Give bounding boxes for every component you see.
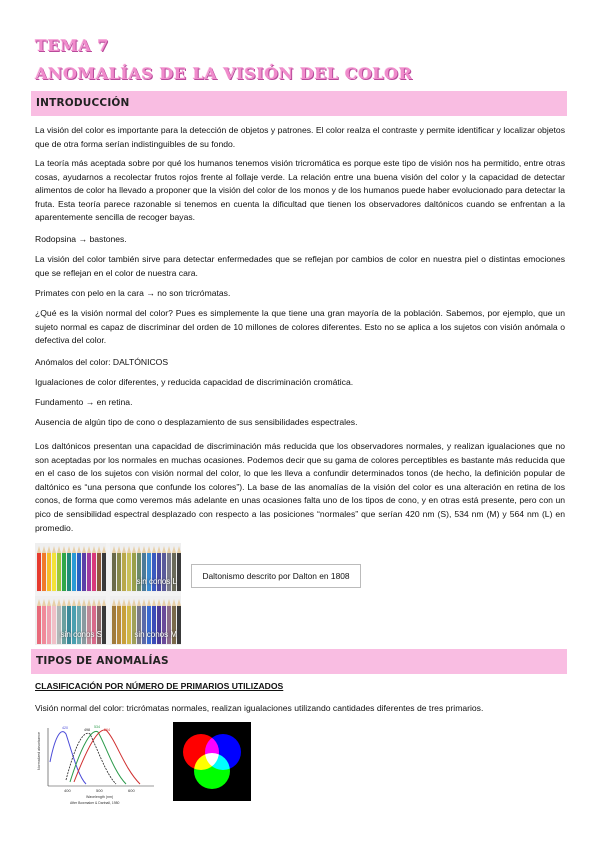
paragraph-6: ¿Qué es la visión normal del color? Pues es simplemente la que tiene una gran mayoría de la población. Sabemos, por ejemplo, que un sujeto normal es capaz de discriminar del orden de 10 millones de colores diferentes. Esto no se aplica a los sujetos con visión anómala o defectiva del color.: [35, 308, 565, 346]
graph-peak-498: 498: [84, 728, 90, 732]
page-title: ANOMALÍAS DE LA VISIÓN DEL COLOR: [35, 64, 413, 83]
cone-absorbance-graph: [36, 722, 156, 812]
colored-pencils-image: [35, 543, 181, 645]
pencils-no-m: [110, 596, 181, 645]
graph-ylabel: Normalized absorbance: [37, 732, 41, 770]
pencil: [127, 553, 131, 591]
section-intro-header: [31, 91, 567, 116]
paragraph-1: La visión del color es importante para la detección de objetos y patrones. El color realza el contraste y permite identificar y localizar objetos que de otra forma serían indistinguibles de su fondo.: [35, 125, 565, 149]
pencil: [57, 553, 61, 591]
pencil: [122, 553, 126, 591]
graph-peak-420: 420: [62, 726, 68, 730]
graph-xlabel: Wavelength (nm): [86, 795, 114, 799]
pencils-label-m: sin conos M: [134, 630, 177, 639]
paragraph-2: La teoría más aceptada sobre por qué los humanos tenemos visión tricromática es porque este tipo de visión nos ha permitido, entre otras cosas, ayudarnos a recolectar frutos rojos frente al follaje verde. La relación entre una buena visión del color y la capacidad de detectar alimentos de color ha llevado a proponer que la visión del color de los monos y de los humanos puede haber evolucionado para detectar la fruta. Esta teoría parece razonable si tenemos en cuenta la dificultad que tienen los observadores daltónicos cuando se enfrentan a la aparentemente sencilla de recoger bayas.: [35, 158, 565, 223]
pencil: [112, 606, 116, 644]
graph-tick-500: 500: [96, 788, 103, 793]
graph-peak-564: 564: [104, 728, 110, 732]
paragraph-8: Igualaciones de color diferentes, y reducida capacidad de discriminación cromática.: [35, 377, 354, 387]
pencils-label-s: sin conos S: [60, 630, 102, 639]
pencil: [42, 553, 46, 591]
paragraph-5: Primates con pelo en la cara → no son tricrómatas.: [35, 288, 231, 298]
pencils-no-l: [110, 543, 181, 592]
pencil: [42, 606, 46, 644]
classification-subtitle: CLASIFICACIÓN POR NÚMERO DE PRIMARIOS UTILIZADOS: [35, 681, 284, 691]
pencils-no-s: [35, 596, 106, 645]
pencil: [77, 553, 81, 591]
pencil: [112, 553, 116, 591]
paragraph-3: Rodopsina → bastones.: [35, 234, 127, 244]
dalton-caption: Daltonismo descrito por Dalton en 1808: [191, 564, 361, 588]
additive-color-diagram: [173, 722, 251, 801]
pencil: [52, 606, 56, 644]
paragraph-10: Ausencia de algún tipo de cono o desplazamiento de sus sensibilidades espectrales.: [35, 417, 358, 427]
pencil: [97, 553, 101, 591]
tema-title: TEMA 7: [35, 36, 109, 55]
pencil: [122, 606, 126, 644]
pencil: [117, 606, 121, 644]
section-tipos-header: [31, 649, 567, 674]
pencils-normal-icon: [35, 543, 106, 592]
pencil: [82, 553, 86, 591]
pencil: [87, 553, 91, 591]
paragraph-4: La visión del color también sirve para detectar enfermedades que se reflejan por cambios de color en nuestra piel o distintas emociones que se reflejan en el color de nuestra cara.: [35, 254, 565, 278]
pencil: [52, 553, 56, 591]
paragraph-9: Fundamento → en retina.: [35, 397, 133, 407]
pencils-label-l: sin conos L: [136, 577, 177, 586]
pencil: [132, 553, 136, 591]
graph-tick-400: 400: [64, 788, 71, 793]
section-intro-label: INTRODUCCIÓN: [36, 97, 130, 109]
section-tipos-label: TIPOS DE ANOMALÍAS: [36, 655, 169, 667]
pencil: [102, 606, 106, 644]
paragraph-7: Anómalos del color: DALTÓNICOS: [35, 357, 169, 367]
pencil: [102, 553, 106, 591]
graph-tick-600: 600: [128, 788, 135, 793]
pencil: [177, 606, 181, 644]
pencil: [92, 553, 96, 591]
pencil: [67, 553, 71, 591]
pencil: [37, 606, 41, 644]
pencil: [127, 606, 131, 644]
pencil: [47, 606, 51, 644]
pencil: [117, 553, 121, 591]
pencil: [62, 553, 66, 591]
paragraph-12: Visión normal del color: tricrómatas normales, realizan igualaciones utilizando cantidades diferentes de tres primarios.: [35, 703, 484, 713]
pencil: [47, 553, 51, 591]
pencils-normal: [35, 543, 106, 592]
pencil: [72, 553, 76, 591]
graph-credit: After Bowmaker & Dartnall, 1980: [70, 801, 120, 805]
pencil: [177, 553, 181, 591]
paragraph-11: Los daltónicos presentan una capacidad de discriminación más reducida que los observadores normales, y realizan igualaciones que no son aceptadas por los normales en muchas ocasiones. Podemos decir que su gama de colores perceptibles es bastante más reducida que en el caso de los sujetos con visión normal del color, lo que les lleva a confundir determinados tonos (de hecho, la definición popular de daltónico es “una persona que confunde los colores”). La base de las anomalías de la visión del color es una alteración en retina de los conos, de forma que como veremos más adelante en unas ocasiones falta uno de los tipos de cono, y en otras está presente, pero con un pico de sensibilidad espectral desplazado con respecto a las posiciones “normales” que serían 420 nm (S), 534 nm (M) y 564 nm (L) en promedio.: [35, 441, 565, 533]
graph-peak-534: 534: [94, 725, 100, 729]
pencil: [37, 553, 41, 591]
